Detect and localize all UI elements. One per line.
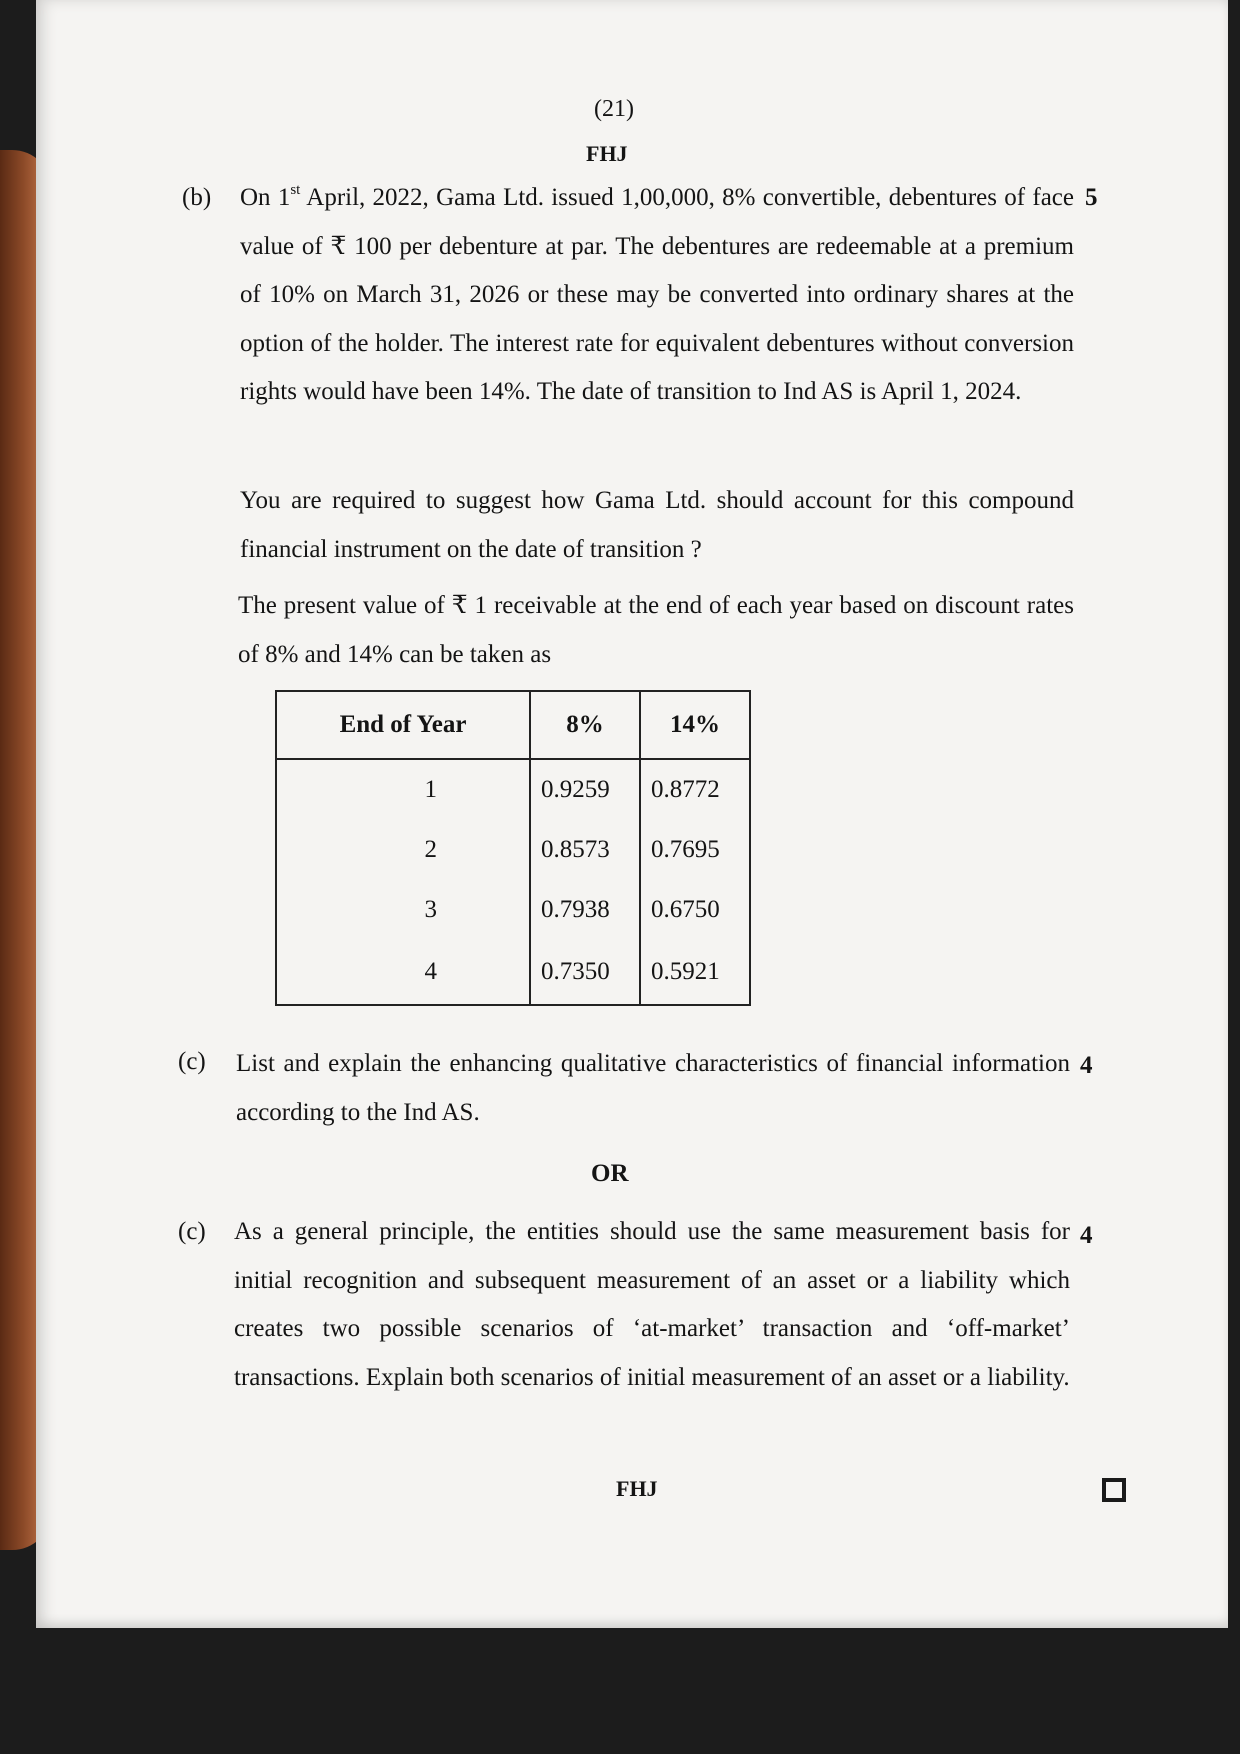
question-b-label: (b) bbox=[182, 184, 212, 211]
paper-code-header: FHJ bbox=[586, 141, 628, 166]
table-cell-14pct: 0.7695 bbox=[640, 820, 750, 880]
table-header-cell: 8% bbox=[530, 691, 640, 759]
question-b-paragraph-1 bbox=[240, 174, 1074, 417]
table-cell-year: 2 bbox=[276, 820, 530, 880]
table-cell-year: 1 bbox=[276, 759, 530, 820]
table-row bbox=[276, 820, 750, 880]
table-header-cell: 14% bbox=[640, 691, 750, 759]
page-number: (21) bbox=[594, 96, 634, 122]
question-c2-label: (c) bbox=[178, 1218, 206, 1245]
table-cell-year: 4 bbox=[276, 940, 530, 1005]
present-value-table bbox=[275, 690, 751, 1006]
table-cell-14pct: 0.5921 bbox=[640, 940, 750, 1005]
para1-rest: April, 2022, Gama Ltd. issued 1,00,000, 8% convertible, debentures of face value of ₹ 100 per debenture at par. The debentures are redeemable at a premium of 10% on March 31, 2026 or these may be converted into ordinary shares at the option of the holder. The interest rate for equivalent debentures without conversion rights would have been 14%. The date of transition to Ind AS is April 1, 2024. bbox=[240, 184, 1074, 405]
para1-superscript: st bbox=[290, 182, 301, 198]
exam-page bbox=[36, 0, 1228, 1628]
table-cell-8pct: 0.8573 bbox=[530, 820, 640, 880]
question-c2-text: As a general principle, the entities should use the same measurement basis for initial recognition and subsequent measurement of an asset or a liability which creates two possible scenarios of ‘at-market’ transaction and ‘off-market’ transactions. Explain both scenarios of initial measurement of an asset or a liability. bbox=[234, 1218, 1070, 1391]
table-cell-8pct: 0.7350 bbox=[530, 940, 640, 1005]
or-separator: OR bbox=[591, 1160, 629, 1187]
paper-code-footer: FHJ bbox=[616, 1476, 658, 1501]
table-row bbox=[276, 759, 750, 820]
question-c1-text: List and explain the enhancing qualitative characteristics of financial information according to the Ind AS. bbox=[236, 1050, 1070, 1126]
question-c2-marks: 4 bbox=[1080, 1222, 1093, 1249]
table-header-row bbox=[276, 691, 750, 759]
table-cell-14pct: 0.8772 bbox=[640, 759, 750, 820]
question-c1-label: (c) bbox=[178, 1048, 206, 1075]
table-header-cell: End of Year bbox=[276, 691, 530, 759]
question-b-marks: 5 bbox=[1085, 184, 1098, 211]
table-cell-8pct: 0.7938 bbox=[530, 880, 640, 940]
table-cell-14pct: 0.6750 bbox=[640, 880, 750, 940]
end-square-icon bbox=[1102, 1478, 1126, 1502]
question-b-paragraph-2: You are required to suggest how Gama Ltd. should account for this compound financial instrument on the date of transition ? bbox=[240, 487, 1074, 563]
table-row bbox=[276, 940, 750, 1005]
para1-start: On 1 bbox=[240, 184, 291, 211]
table-row bbox=[276, 880, 750, 940]
table-cell-8pct: 0.9259 bbox=[530, 759, 640, 820]
question-b-paragraph-3: The present value of ₹ 1 receivable at the end of each year based on discount rates of 8% and 14% can be taken as bbox=[238, 592, 1074, 668]
question-c1-marks: 4 bbox=[1080, 1052, 1093, 1079]
table-cell-year: 3 bbox=[276, 880, 530, 940]
